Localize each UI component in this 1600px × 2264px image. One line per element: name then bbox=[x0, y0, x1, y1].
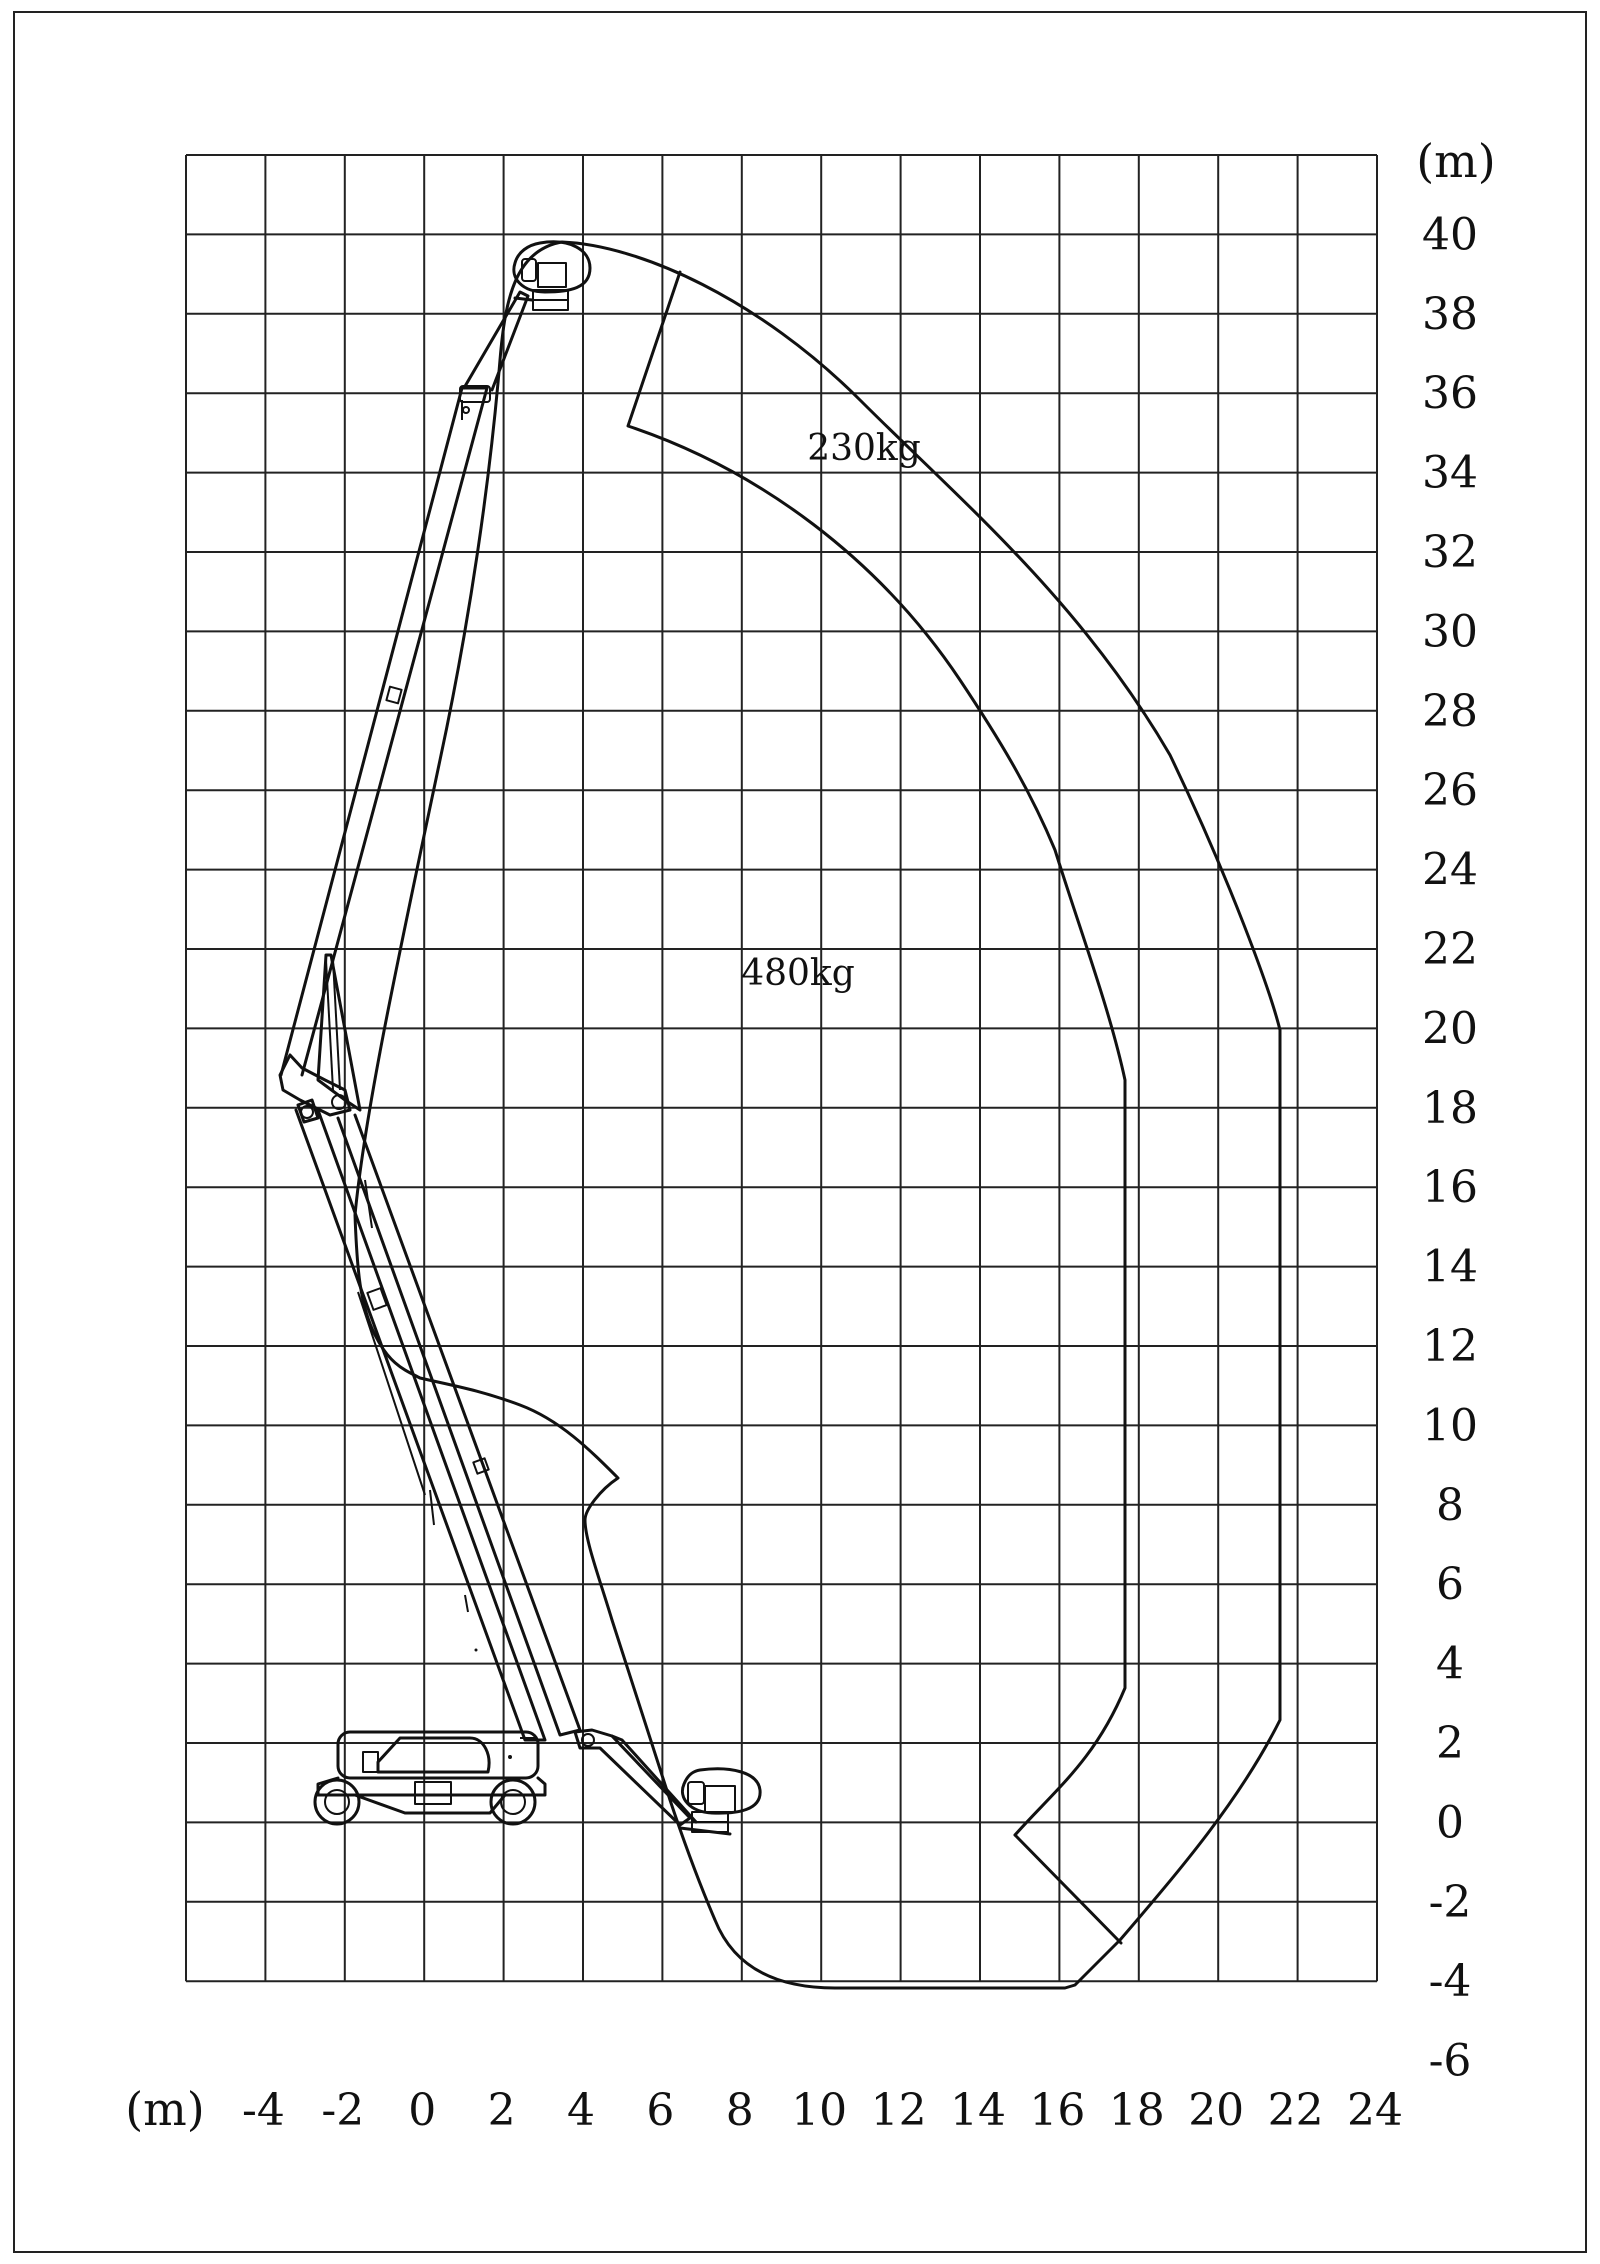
x-tick-label: 2 bbox=[487, 2085, 516, 2136]
x-tick-label: 12 bbox=[870, 2085, 927, 2136]
y-tick-label: 10 bbox=[1422, 1400, 1478, 1452]
x-tick-label: 18 bbox=[1108, 2085, 1165, 2136]
y-axis-ticks bbox=[1422, 209, 1478, 2086]
x-axis-ticks bbox=[242, 2085, 1403, 2136]
vehicle-chassis bbox=[315, 1732, 545, 1824]
y-tick-label: 20 bbox=[1422, 1003, 1478, 1055]
zone-label-480kg: 480kg bbox=[741, 953, 855, 994]
boom-upper bbox=[281, 292, 528, 1110]
y-tick-label: -4 bbox=[1428, 1956, 1472, 2008]
y-tick-label: 16 bbox=[1422, 1162, 1478, 1214]
x-tick-label: 22 bbox=[1267, 2085, 1324, 2136]
y-tick-label: 34 bbox=[1422, 447, 1478, 499]
jib-lower bbox=[575, 1730, 696, 1825]
x-tick-label: 6 bbox=[646, 2085, 675, 2136]
y-tick-label: 40 bbox=[1422, 209, 1478, 261]
y-tick-label: 24 bbox=[1422, 844, 1478, 896]
grid bbox=[186, 155, 1377, 1981]
x-tick-label: 10 bbox=[791, 2085, 848, 2136]
x-tick-label: 24 bbox=[1347, 2085, 1403, 2136]
y-tick-label: 4 bbox=[1436, 1638, 1464, 1690]
x-axis-unit: (m) bbox=[125, 2082, 205, 2136]
y-tick-label: 36 bbox=[1422, 368, 1478, 420]
x-tick-label: 16 bbox=[1029, 2085, 1086, 2136]
platform-upper bbox=[514, 242, 590, 310]
outer-envelope-230kg bbox=[355, 242, 1280, 1988]
y-tick-label: 38 bbox=[1422, 288, 1478, 340]
x-tick-label: 0 bbox=[408, 2085, 437, 2136]
y-tick-label: 32 bbox=[1422, 527, 1478, 578]
y-tick-label: 8 bbox=[1436, 1479, 1464, 1531]
platform-lower bbox=[680, 1769, 760, 1834]
y-axis-unit: (m) bbox=[1416, 134, 1496, 188]
y-tick-label: 12 bbox=[1422, 1321, 1478, 1372]
y-tick-label: 26 bbox=[1422, 765, 1478, 817]
y-tick-label: -2 bbox=[1428, 1876, 1472, 1928]
zone-label-230kg: 230kg bbox=[807, 428, 921, 469]
y-tick-label: 0 bbox=[1436, 1797, 1464, 1849]
y-tick-label: 6 bbox=[1436, 1559, 1464, 1611]
y-tick-label: -6 bbox=[1428, 2035, 1472, 2087]
x-tick-label: 14 bbox=[950, 2085, 1006, 2136]
y-tick-label: 14 bbox=[1422, 1241, 1478, 1293]
y-tick-label: 30 bbox=[1422, 606, 1478, 658]
y-tick-label: 22 bbox=[1422, 924, 1478, 975]
x-tick-label: -4 bbox=[241, 2085, 285, 2136]
x-tick-label: 20 bbox=[1188, 2085, 1245, 2136]
x-tick-label: -2 bbox=[321, 2085, 365, 2136]
y-tick-label: 2 bbox=[1436, 1718, 1464, 1769]
y-tick-label: 18 bbox=[1422, 1082, 1478, 1134]
x-tick-label: 8 bbox=[725, 2085, 754, 2136]
x-tick-label: 4 bbox=[567, 2085, 595, 2136]
y-tick-label: 28 bbox=[1422, 685, 1478, 737]
